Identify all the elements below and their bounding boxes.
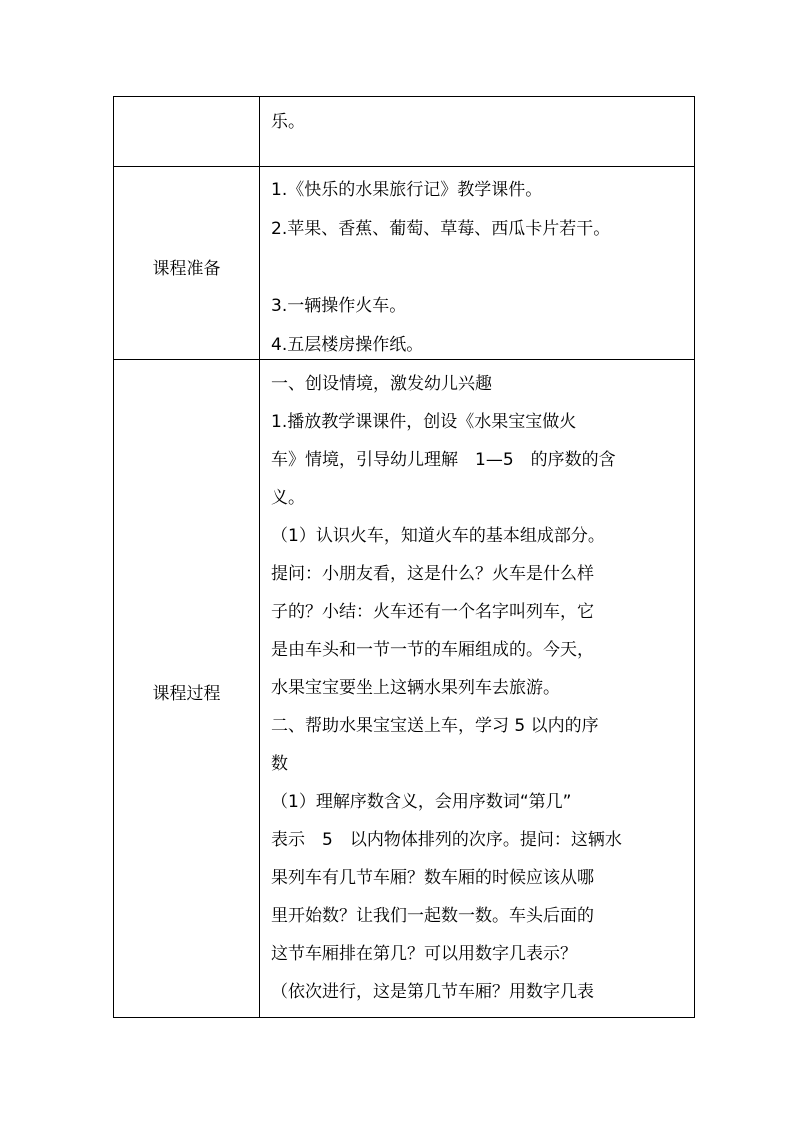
text-line: 是由车头和一节一节的车厢组成的。今天， xyxy=(271,640,594,660)
text-line: 这节车厢排在第几？可以用数字几表示？ xyxy=(271,944,577,964)
column-divider xyxy=(259,97,260,1017)
text-line: 里开始数？让我们一起数一数。车头后面的 xyxy=(271,906,594,926)
text-line: 水果宝宝要坐上这辆水果列车去旅游。 xyxy=(271,678,560,698)
text-line: 数 xyxy=(271,754,288,774)
text-line: （1）认识火车，知道火车的基本组成部分。 xyxy=(271,526,605,546)
row-label-process: 课程过程 xyxy=(152,684,221,704)
text-line: 3.一辆操作火车。 xyxy=(271,296,407,316)
text-line: （1）理解序数含义，会用序数词“第几” xyxy=(271,792,572,812)
text-line: （依次进行，这是第几节车厢？用数字几表 xyxy=(271,982,594,1002)
text-line: 一、创设情境，激发幼儿兴趣 xyxy=(271,374,492,394)
row-label-preparation: 课程准备 xyxy=(152,259,221,279)
text-line: 二、帮助水果宝宝送上车，学习 5 以内的序 xyxy=(271,716,599,736)
text-line: 车》情境，引导幼儿理解 1—5 的序数的含 xyxy=(271,450,616,470)
lesson-plan-table xyxy=(113,96,695,1018)
text-line: 果列车有几节车厢？数车厢的时候应该从哪 xyxy=(271,868,594,888)
text-line: 1.播放教学课课件，创设《水果宝宝做火 xyxy=(271,412,577,432)
text-line: 表示 5 以内物体排列的次序。提问：这辆水 xyxy=(271,830,622,850)
text-line: 乐。 xyxy=(271,112,305,132)
text-line: 子的？小结：火车还有一个名字叫列车，它 xyxy=(271,602,594,622)
text-line: 义。 xyxy=(271,488,305,508)
row-divider xyxy=(114,166,694,167)
text-line: 1.《快乐的水果旅行记》教学课件。 xyxy=(271,180,543,200)
text-line: 2.苹果、香蕉、葡萄、草莓、西瓜卡片若干。 xyxy=(271,219,611,239)
text-line: 4.五层楼房操作纸。 xyxy=(271,335,424,355)
text-line: 提问：小朋友看，这是什么？火车是什么样 xyxy=(271,564,594,584)
row-divider xyxy=(114,359,694,360)
